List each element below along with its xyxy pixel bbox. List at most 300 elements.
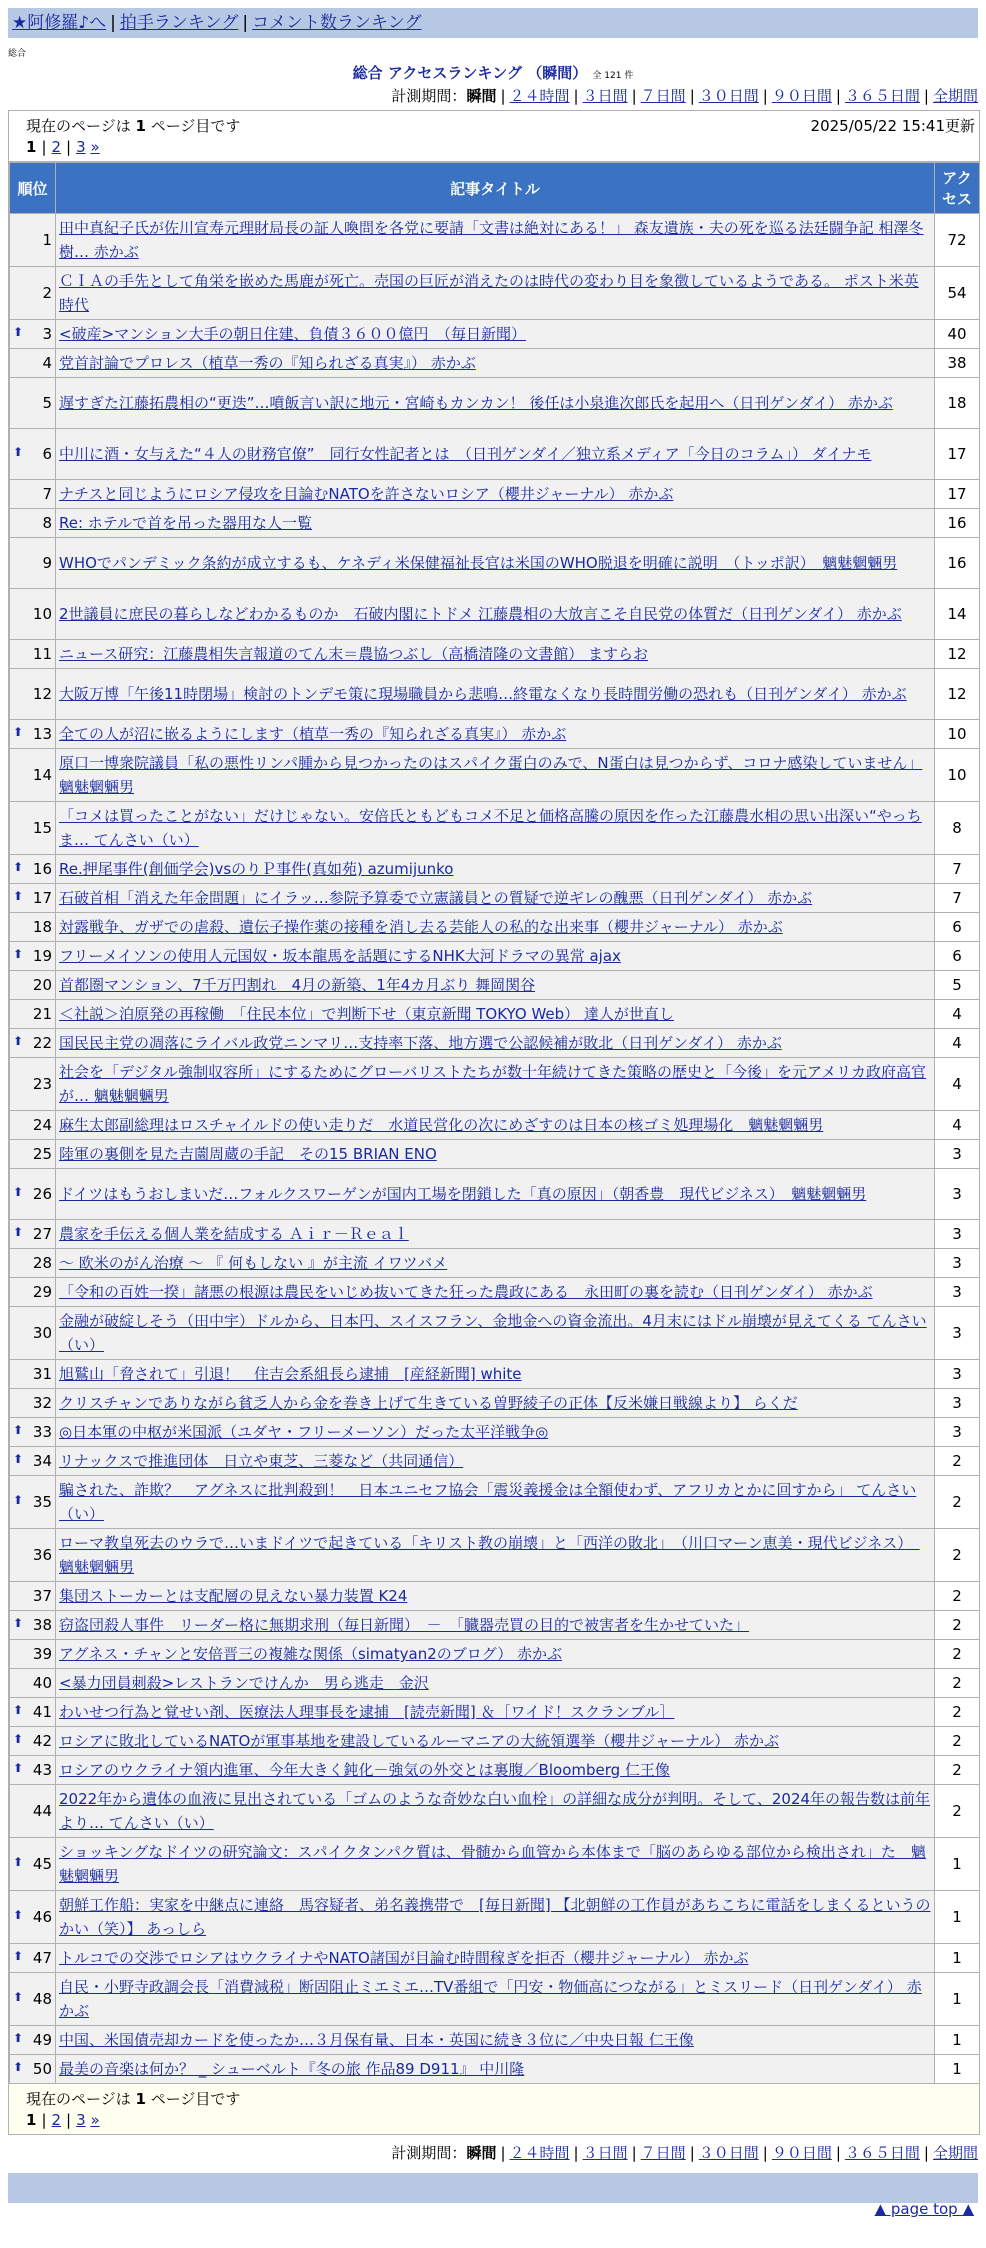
table-row xyxy=(10,1058,980,1111)
article-link[interactable]: 金融が破綻しそう（田中宇）ドルから、日本円、スイスフラン、金地金への資金流出。4月末にはドル崩壊が見えてくる てんさい（い） xyxy=(59,1312,927,1354)
title-cell xyxy=(56,884,935,913)
table-row xyxy=(10,1249,980,1278)
access-count: 3 xyxy=(935,1389,980,1418)
article-link[interactable]: Re.押尾事件(創価学会)vsのりＰ事件(真如苑) azumijunko xyxy=(59,860,454,878)
rank-cell xyxy=(10,669,56,720)
rank-number: 18 xyxy=(32,918,52,936)
period-selector-top xyxy=(391,85,978,106)
rank-number: 6 xyxy=(42,445,52,463)
article-link[interactable]: ショッキングなドイツの研究論文：スパイクタンパク質は、骨髄から血管から本体まで「脳のあらゆる部位から検出され」た 魑魅魍魎男 xyxy=(59,1843,926,1885)
period-separator: | xyxy=(835,87,841,105)
comment-ranking-link[interactable]: コメント数ランキング xyxy=(252,13,422,33)
title-cell xyxy=(56,509,935,538)
pager-link-2[interactable]: 2 xyxy=(51,138,62,156)
rank-cell xyxy=(10,1529,56,1582)
table-row xyxy=(10,720,980,749)
table-row xyxy=(10,669,980,720)
table-row xyxy=(10,1140,980,1169)
rank-cell xyxy=(10,1785,56,1838)
rank-up-icon: ⬆ xyxy=(13,1949,24,1963)
table-row xyxy=(10,913,980,942)
article-link[interactable]: 朝鮮工作船：実家を中継点に連絡 馬容疑者、弟名義携帯で [毎日新聞] 【北朝鮮の工作員があちこちに電話をしまくるというのかい（笑）】 あっしら xyxy=(59,1896,931,1938)
article-link[interactable]: 国民民主党の凋落にライバル政党ニンマリ…支持率下落、地方選で公認候補が敗北（日刊ゲンダイ） 赤かぶ xyxy=(59,1034,782,1052)
table-row xyxy=(10,749,980,802)
access-count: 17 xyxy=(935,429,980,480)
article-link[interactable]: 大阪万博「午後11時閉場」検討のトンデモ策に現場職員から悲鳴…終電なくなり長時間労働の恐れも（日刊ゲンダイ） 赤かぶ xyxy=(59,685,907,703)
table-row xyxy=(10,1111,980,1140)
rank-number: 21 xyxy=(32,1005,52,1023)
article-link[interactable]: 「令和の百姓一揆」諸悪の根源は農民をいじめ抜いてきた狂った農政にある 永田町の裏を読む（日刊ゲンダイ） 赤かぶ xyxy=(59,1283,873,1301)
title-cell xyxy=(56,267,935,320)
rank-number: 41 xyxy=(32,1703,52,1721)
rank-number: 13 xyxy=(32,725,52,743)
access-count: 3 xyxy=(935,1307,980,1360)
rank-number: 1 xyxy=(42,231,52,249)
access-count: 54 xyxy=(935,267,980,320)
rank-number: 16 xyxy=(32,860,52,878)
article-link[interactable]: Re: ホテルで首を吊った器用な人一覧 xyxy=(59,514,313,532)
period-separator: | xyxy=(500,87,506,105)
rank-up-icon: ⬆ xyxy=(13,325,24,339)
rank-number: 36 xyxy=(32,1546,52,1564)
article-link[interactable]: ＜社説＞泊原発の再稼働 「住民本位」で判断下せ（東京新聞 TOKYO Web） 達人が世直し xyxy=(59,1005,674,1023)
rank-cell xyxy=(10,971,56,1000)
period-link-1[interactable]: ３日間 xyxy=(582,87,628,105)
table-row xyxy=(10,802,980,855)
article-link[interactable]: フリーメイソンの使用人元国奴・坂本龍馬を話題にするNHK大河ドラマの異常 ajax xyxy=(59,947,621,965)
period-link-2[interactable]: ７日間 xyxy=(640,87,686,105)
access-count: 2 xyxy=(935,1529,980,1582)
rank-cell xyxy=(10,1360,56,1389)
access-count: 3 xyxy=(935,1140,980,1169)
pager-link-3[interactable]: 3 xyxy=(76,2111,86,2129)
period-separator: | xyxy=(923,2144,929,2162)
article-link[interactable]: 中国、米国債売却カードを使ったか…３月保有量、日本・英国に続き３位に／中央日報 仁王像 xyxy=(59,2031,694,2049)
access-count: 12 xyxy=(935,640,980,669)
title-cell xyxy=(56,1447,935,1476)
article-link[interactable]: 全ての人が沼に嵌るようにします（植草一秀の『知られざる真実』） 赤かぶ xyxy=(59,725,567,743)
article-link[interactable]: 騙された、詐欺？ アグネスに批判殺到！ 日本ユニセフ協会「震災義援金は全額使わず、アフリカとかに回すから」 てんさい（い） xyxy=(59,1481,917,1523)
rank-up-icon: ⬆ xyxy=(13,1185,24,1199)
table-row xyxy=(10,589,980,640)
pager-link-3[interactable]: 3 xyxy=(76,138,86,156)
article-link[interactable]: ＣＩＡの手先として角栄を嵌めた馬鹿が死亡。売国の巨匠が消えたのは時代の変わり目を象徴しているようである。 ポスト米英時代 xyxy=(59,272,919,314)
title-cell xyxy=(56,1360,935,1389)
table-row xyxy=(10,538,980,589)
title-cell xyxy=(56,214,935,267)
rank-cell xyxy=(10,1111,56,1140)
rank-number: 33 xyxy=(32,1423,52,1441)
rank-cell xyxy=(10,802,56,855)
table-row xyxy=(10,1307,980,1360)
rank-cell xyxy=(10,1669,56,1698)
table-row xyxy=(10,640,980,669)
title-cell xyxy=(56,378,935,429)
table-row xyxy=(10,429,980,480)
article-link[interactable]: 2世議員に庶民の暮らしなどわかるものか 石破内閣にトドメ 江藤農相の大放言こそ自民党の体質だ（日刊ゲンダイ） 赤かぶ xyxy=(59,605,902,623)
table-row xyxy=(10,2055,980,2084)
pager-separator: | xyxy=(41,2111,47,2129)
period-label: 計測期間： xyxy=(391,2144,467,2162)
page-title xyxy=(0,62,986,83)
rank-number: 40 xyxy=(32,1674,52,1692)
period-link-5[interactable]: ３６５日間 xyxy=(844,87,920,105)
title-cell xyxy=(56,1529,935,1582)
access-count: 6 xyxy=(935,942,980,971)
footer-bar xyxy=(8,2173,978,2203)
article-link[interactable]: わいせつ行為と覚せい剤、医療法人理事長を逮捕 [読売新聞] ＆［ワイド！スクランブル］ xyxy=(59,1703,675,1721)
table-row xyxy=(10,1611,980,1640)
period-link-3[interactable]: ３０日間 xyxy=(698,2144,759,2162)
rank-cell xyxy=(10,509,56,538)
table-row xyxy=(10,349,980,378)
access-count: 4 xyxy=(935,1111,980,1140)
rank-number: 50 xyxy=(32,2060,52,2078)
rank-cell xyxy=(10,1756,56,1785)
title-cell xyxy=(56,971,935,1000)
rank-number: 7 xyxy=(42,485,52,503)
title-cell xyxy=(56,1891,935,1944)
article-link[interactable]: リナックスで推進団体 日立や東芝、三菱など（共同通信） xyxy=(59,1452,464,1470)
title-cell xyxy=(56,855,935,884)
period-selector-bottom xyxy=(391,2142,978,2163)
access-count: 7 xyxy=(935,855,980,884)
article-link[interactable]: トルコでの交渉でロシアはウクライナやNATO諸国が目論む時間稼ぎを拒否（櫻井ジャーナル） 赤かぶ xyxy=(59,1949,749,1967)
rank-up-icon: ⬆ xyxy=(13,1908,24,1922)
access-count: 3 xyxy=(935,1169,980,1220)
title-cell xyxy=(56,1249,935,1278)
period-link-6[interactable]: 全期間 xyxy=(932,2144,978,2162)
rank-cell xyxy=(10,1476,56,1529)
period-current: 瞬間 xyxy=(466,2144,497,2162)
rank-cell xyxy=(10,1307,56,1360)
access-count: 4 xyxy=(935,1058,980,1111)
title-cell xyxy=(56,1611,935,1640)
article-link[interactable]: 農家を手伝える個人業を結成する Ａｉｒ－Ｒｅａｌ xyxy=(59,1225,409,1243)
title-cell xyxy=(56,913,935,942)
period-current: 瞬間 xyxy=(466,87,497,105)
article-link[interactable]: 旭鷲山「脅されて」引退！ 住吉会系組長ら逮捕 [産経新聞] white xyxy=(59,1365,522,1383)
period-link-2[interactable]: ７日間 xyxy=(640,2144,686,2162)
rank-cell xyxy=(10,1727,56,1756)
access-count: 14 xyxy=(935,589,980,640)
period-link-5[interactable]: ３６５日間 xyxy=(844,2144,920,2162)
nav-separator: | xyxy=(242,13,249,33)
access-count: 1 xyxy=(935,1891,980,1944)
rank-cell xyxy=(10,429,56,480)
article-link[interactable]: ニュース研究：江藤農相失言報道のてん末＝農協つぶし（高橋清隆の文書館） ますらお xyxy=(59,645,649,663)
pager-link-2[interactable]: 2 xyxy=(51,2111,62,2129)
title-cell xyxy=(56,1476,935,1529)
rank-number: 3 xyxy=(42,325,52,343)
rank-cell xyxy=(10,267,56,320)
access-count: 1 xyxy=(935,1838,980,1891)
rank-cell xyxy=(10,320,56,349)
rank-number: 2 xyxy=(42,284,52,302)
title-cell xyxy=(56,669,935,720)
rank-number: 34 xyxy=(32,1452,52,1470)
article-link[interactable]: ロシアに敗北しているNATOが軍事基地を建設しているルーマニアの大統領選挙（櫻井ジャーナル） 赤かぶ xyxy=(59,1732,780,1750)
rank-cell xyxy=(10,1000,56,1029)
pager-separator: | xyxy=(66,2111,72,2129)
title-cell xyxy=(56,538,935,589)
rank-cell xyxy=(10,2026,56,2055)
pager-top xyxy=(26,138,100,156)
access-count: 3 xyxy=(935,1220,980,1249)
article-link[interactable]: 麻生太郎副総理はロスチャイルドの使い走りだ 水道民営化の次にめざすのは日本の核ゴミ処理場化 魑魅魍魎男 xyxy=(59,1116,824,1134)
title-cell xyxy=(56,480,935,509)
title-cell xyxy=(56,2026,935,2055)
rank-up-icon: ⬆ xyxy=(13,1732,24,1746)
table-row xyxy=(10,378,980,429)
title-cell xyxy=(56,589,935,640)
rank-cell xyxy=(10,1973,56,2026)
access-count: 17 xyxy=(935,480,980,509)
home-link[interactable]: ★阿修羅♪へ xyxy=(12,13,107,33)
access-count: 4 xyxy=(935,1000,980,1029)
article-link[interactable]: ナチスと同じようにロシア侵攻を目論むNATOを許さないロシア（櫻井ジャーナル） 赤かぶ xyxy=(59,485,674,503)
rank-up-icon: ⬆ xyxy=(13,860,24,874)
rank-number: 20 xyxy=(32,976,52,994)
nav-separator: | xyxy=(110,13,116,33)
rank-cell xyxy=(10,1058,56,1111)
period-link-4[interactable]: ９０日間 xyxy=(771,2144,832,2162)
article-link[interactable]: 2022年から遺体の血液に見出されている「ゴムのような奇妙な白い血栓」の詳細な成分が判明。そして、2024年の報告数は前年より… てんさい（い） xyxy=(59,1790,931,1832)
period-separator: | xyxy=(573,2144,579,2162)
title-cell xyxy=(56,942,935,971)
title-cell xyxy=(56,1111,935,1140)
access-count: 10 xyxy=(935,720,980,749)
rank-number: 9 xyxy=(42,554,52,572)
title-cell xyxy=(56,802,935,855)
rank-number: 32 xyxy=(32,1394,52,1412)
title-cell xyxy=(56,1140,935,1169)
pager-bottom xyxy=(26,2111,100,2129)
current-page-text: 現在のページは 1 ページ目です xyxy=(26,117,241,135)
rank-up-icon: ⬆ xyxy=(13,1703,24,1717)
period-separator: | xyxy=(631,87,637,105)
rank-cell xyxy=(10,1169,56,1220)
rank-number: 27 xyxy=(32,1225,52,1243)
access-count: 2 xyxy=(935,1727,980,1756)
period-separator: | xyxy=(835,2144,841,2162)
rank-number: 43 xyxy=(32,1761,52,1779)
rank-up-icon: ⬆ xyxy=(13,1034,24,1048)
article-link[interactable]: 石破首相「消えた年金問題」にイラッ…参院予算委で立憲議員との質疑で逆ギレの醜悪（日刊ゲンダイ） 赤かぶ xyxy=(59,889,813,907)
rank-number: 46 xyxy=(32,1908,52,1926)
rank-cell xyxy=(10,1611,56,1640)
rank-cell xyxy=(10,1249,56,1278)
rank-number: 49 xyxy=(32,2031,52,2049)
article-link[interactable]: 陸軍の裏側を見た吉薗周蔵の手記 その15 BRIAN ENO xyxy=(59,1145,437,1163)
article-link[interactable]: ロシアのウクライナ領内進軍、今年大きく鈍化－強気の外交とは裏腹／Bloomberg 仁王像 xyxy=(59,1761,670,1779)
title-cell xyxy=(56,1220,935,1249)
rank-number: 47 xyxy=(32,1949,52,1967)
rank-number: 25 xyxy=(32,1145,52,1163)
title-cell xyxy=(56,720,935,749)
table-row xyxy=(10,1944,980,1973)
article-link[interactable]: 首都圏マンション、7千万円割れ 4月の新築、1年4カ月ぶり 舞岡関谷 xyxy=(59,976,536,994)
article-link[interactable]: 中川に酒・女与えた“４人の財務官僚” 同行女性記者とは （日刊ゲンダイ／独立系メディア「今日のコラム」） ダイナモ xyxy=(59,445,872,463)
title-cell xyxy=(56,1756,935,1785)
table-row xyxy=(10,942,980,971)
table-row xyxy=(10,1838,980,1891)
article-link[interactable]: 対露戦争、ガザでの虐殺、遺伝子操作薬の接種を消し去る芸能人の私的な出来事（櫻井ジャーナル） 赤かぶ xyxy=(59,918,783,936)
rank-cell xyxy=(10,1944,56,1973)
rank-number: 4 xyxy=(42,354,52,372)
article-link[interactable]: WHOでパンデミック条約が成立するも、ケネディ米保健福祉長官は米国のWHO脱退を明確に説明 （トッポ訳） 魑魅魍魎男 xyxy=(59,554,898,572)
table-row xyxy=(10,1360,980,1389)
table-row xyxy=(10,1389,980,1418)
title-cell xyxy=(56,349,935,378)
rank-up-icon: ⬆ xyxy=(13,1452,24,1466)
table-row xyxy=(10,1582,980,1611)
rank-number: 37 xyxy=(32,1587,52,1605)
article-link[interactable]: 集団ストーカーとは支配層の見えない暴力装置 K24 xyxy=(59,1587,408,1605)
article-link[interactable]: 遅すぎた江藤拓農相の“更迭”…噴飯言い訳に地元・宮崎もカンカン！ 後任は小泉進次郎氏を起用へ（日刊ゲンダイ） 赤かぶ xyxy=(59,394,893,412)
article-link[interactable]: 田中真紀子氏が佐川宣寿元理財局長の証人喚問を各党に要請「文書は絶対にある！」 森友遺族・夫の死を巡る法廷闘争記 相澤冬樹… 赤かぶ xyxy=(59,219,924,261)
period-link-3[interactable]: ３０日間 xyxy=(698,87,759,105)
article-link[interactable]: ～ 欧米のがん治療 ～ 『 何もしない 』が主流 イワツバメ xyxy=(59,1254,448,1272)
period-label: 計測期間： xyxy=(391,87,467,105)
table-row xyxy=(10,1973,980,2026)
access-count: 2 xyxy=(935,1756,980,1785)
rank-cell xyxy=(10,720,56,749)
access-count: 3 xyxy=(935,1360,980,1389)
clap-ranking-link[interactable]: 拍手ランキング xyxy=(119,13,239,33)
rank-number: 29 xyxy=(32,1283,52,1301)
pager-next[interactable]: » xyxy=(90,2111,100,2129)
current-page-text-bottom: 現在のページは 1 ページ目です xyxy=(26,2090,241,2108)
table-row xyxy=(10,1698,980,1727)
period-separator: | xyxy=(573,87,579,105)
article-link[interactable]: 社会を「デジタル強制収容所」にするためにグローバリストたちが数十年続けてきた策略の歴史と「今後」を元アメリカ政府高官が… 魑魅魍魎男 xyxy=(59,1063,927,1105)
rank-up-icon: ⬆ xyxy=(13,2060,24,2074)
pager-current: 1 xyxy=(26,138,37,156)
article-link[interactable]: ◎日本軍の中枢が米国派（ユダヤ・フリーメーソン）だった太平洋戦争◎ xyxy=(59,1423,549,1441)
col-rank-header: 順位 xyxy=(10,163,56,214)
rank-cell xyxy=(10,1891,56,1944)
access-count: 2 xyxy=(935,1669,980,1698)
article-link[interactable]: 原口一博衆院議員「私の悪性リンパ腫から見つかったのはスパイク蛋白のみで、N蛋白は見つからず、コロナ感染していません」 魑魅魍魎男 xyxy=(59,754,923,796)
period-link-6[interactable]: 全期間 xyxy=(932,87,978,105)
page-top-link[interactable]: ▲ page top ▲ xyxy=(874,2200,974,2218)
access-count: 7 xyxy=(935,884,980,913)
period-separator: | xyxy=(762,87,768,105)
title-cell xyxy=(56,1582,935,1611)
table-row xyxy=(10,267,980,320)
table-row xyxy=(10,1029,980,1058)
rank-number: 17 xyxy=(32,889,52,907)
title-cell xyxy=(56,1698,935,1727)
title-cell xyxy=(56,1029,935,1058)
title-cell xyxy=(56,1418,935,1447)
table-row xyxy=(10,509,980,538)
article-link[interactable]: 自民・小野寺政調会長「消費減税」断固阻止ミエミエ…TV番組で「円安・物価高につながる」とミスリード（日刊ゲンダイ） 赤かぶ xyxy=(59,1978,922,2020)
period-separator: | xyxy=(689,87,695,105)
access-count: 1 xyxy=(935,2055,980,2084)
table-row xyxy=(10,2026,980,2055)
article-link[interactable]: 党首討論でプロレス（植草一秀の『知られざる真実』） 赤かぶ xyxy=(59,354,476,372)
col-access-header: アクセス xyxy=(935,163,980,214)
period-link-0[interactable]: ２４時間 xyxy=(509,87,570,105)
rank-cell xyxy=(10,378,56,429)
article-link[interactable]: ローマ教皇死去のウラで…いまドイツで起きている「キリスト教の崩壊」と「西洋の敗北」 （川口マーン恵美・現代ビジネス） 魑魅魍魎男 xyxy=(59,1534,920,1576)
rank-number: 38 xyxy=(32,1616,52,1634)
rank-cell xyxy=(10,349,56,378)
article-link[interactable]: 窃盗団殺人事件 リーダー格に無期求刑（毎日新聞） － 「臓器売買の目的で被害者を生かせていた」 xyxy=(59,1616,750,1634)
rank-cell xyxy=(10,1029,56,1058)
rank-number: 8 xyxy=(42,514,52,532)
table-row xyxy=(10,1418,980,1447)
rank-cell xyxy=(10,589,56,640)
article-link[interactable]: 「コメは買ったことがない」だけじゃない。安倍氏ともどもコメ不足と価格高騰の原因を作った江藤農水相の思い出深い“やっちま… てんさい（い） xyxy=(59,807,922,849)
access-count: 3 xyxy=(935,1278,980,1307)
article-link[interactable]: <破産>マンション大手の朝日住建、負債３６００億円 （毎日新聞） xyxy=(59,325,526,343)
rank-number: 45 xyxy=(32,1855,52,1873)
access-count: 38 xyxy=(935,349,980,378)
ranking-table xyxy=(9,162,980,2084)
table-row xyxy=(10,971,980,1000)
rank-up-icon: ⬆ xyxy=(13,1225,24,1239)
rank-number: 23 xyxy=(32,1075,52,1093)
article-link[interactable]: <暴力団員刺殺>レストランでけんか 男ら逃走 金沢 xyxy=(59,1674,429,1692)
access-count: 2 xyxy=(935,1640,980,1669)
article-link[interactable]: 最美の音楽は何か？ _ シューベルト『冬の旅 作品89 D911』 中川隆 xyxy=(59,2060,525,2078)
table-row xyxy=(10,1278,980,1307)
access-count: 6 xyxy=(935,913,980,942)
rank-number: 44 xyxy=(32,1802,52,1820)
access-count: 1 xyxy=(935,1973,980,2026)
rank-number: 39 xyxy=(32,1645,52,1663)
access-count: 2 xyxy=(935,1582,980,1611)
rank-cell xyxy=(10,884,56,913)
rank-number: 15 xyxy=(32,819,52,837)
access-count: 40 xyxy=(935,320,980,349)
period-separator: | xyxy=(762,2144,768,2162)
rank-cell xyxy=(10,214,56,267)
rank-number: 28 xyxy=(32,1254,52,1272)
period-link-0[interactable]: ２４時間 xyxy=(509,2144,570,2162)
rank-cell xyxy=(10,1698,56,1727)
table-row xyxy=(10,1785,980,1838)
title-cell xyxy=(56,1278,935,1307)
title-cell xyxy=(56,1973,935,2026)
rank-cell xyxy=(10,913,56,942)
period-link-1[interactable]: ３日間 xyxy=(582,2144,628,2162)
access-count: 5 xyxy=(935,971,980,1000)
table-row xyxy=(10,1640,980,1669)
pager-current: 1 xyxy=(26,2111,37,2129)
period-link-4[interactable]: ９０日間 xyxy=(771,87,832,105)
table-row xyxy=(10,1891,980,1944)
table-row xyxy=(10,1669,980,1698)
article-link[interactable]: クリスチャンでありながら貧乏人から金を巻き上げて生きている曽野綾子の正体【反米嫌日戦線より】 らくだ xyxy=(59,1394,798,1412)
access-count: 2 xyxy=(935,1785,980,1838)
rank-up-icon: ⬆ xyxy=(13,889,24,903)
article-link[interactable]: アグネス・チャンと安倍晋三の複雑な関係（simatyan2のブログ） 赤かぶ xyxy=(59,1645,562,1663)
title-cell xyxy=(56,1000,935,1029)
access-count: 3 xyxy=(935,1249,980,1278)
pager-next[interactable]: » xyxy=(90,138,100,156)
table-row xyxy=(10,1727,980,1756)
access-count: 18 xyxy=(935,378,980,429)
pager-separator: | xyxy=(66,138,72,156)
rank-number: 31 xyxy=(32,1365,52,1383)
rank-cell xyxy=(10,1838,56,1891)
table-row xyxy=(10,1529,980,1582)
article-link[interactable]: ドイツはもうおしまいだ…フォルクスワーゲンが国内工場を閉鎖した「真の原因」（朝香豊 現代ビジネス） 魑魅魍魎男 xyxy=(59,1185,867,1203)
